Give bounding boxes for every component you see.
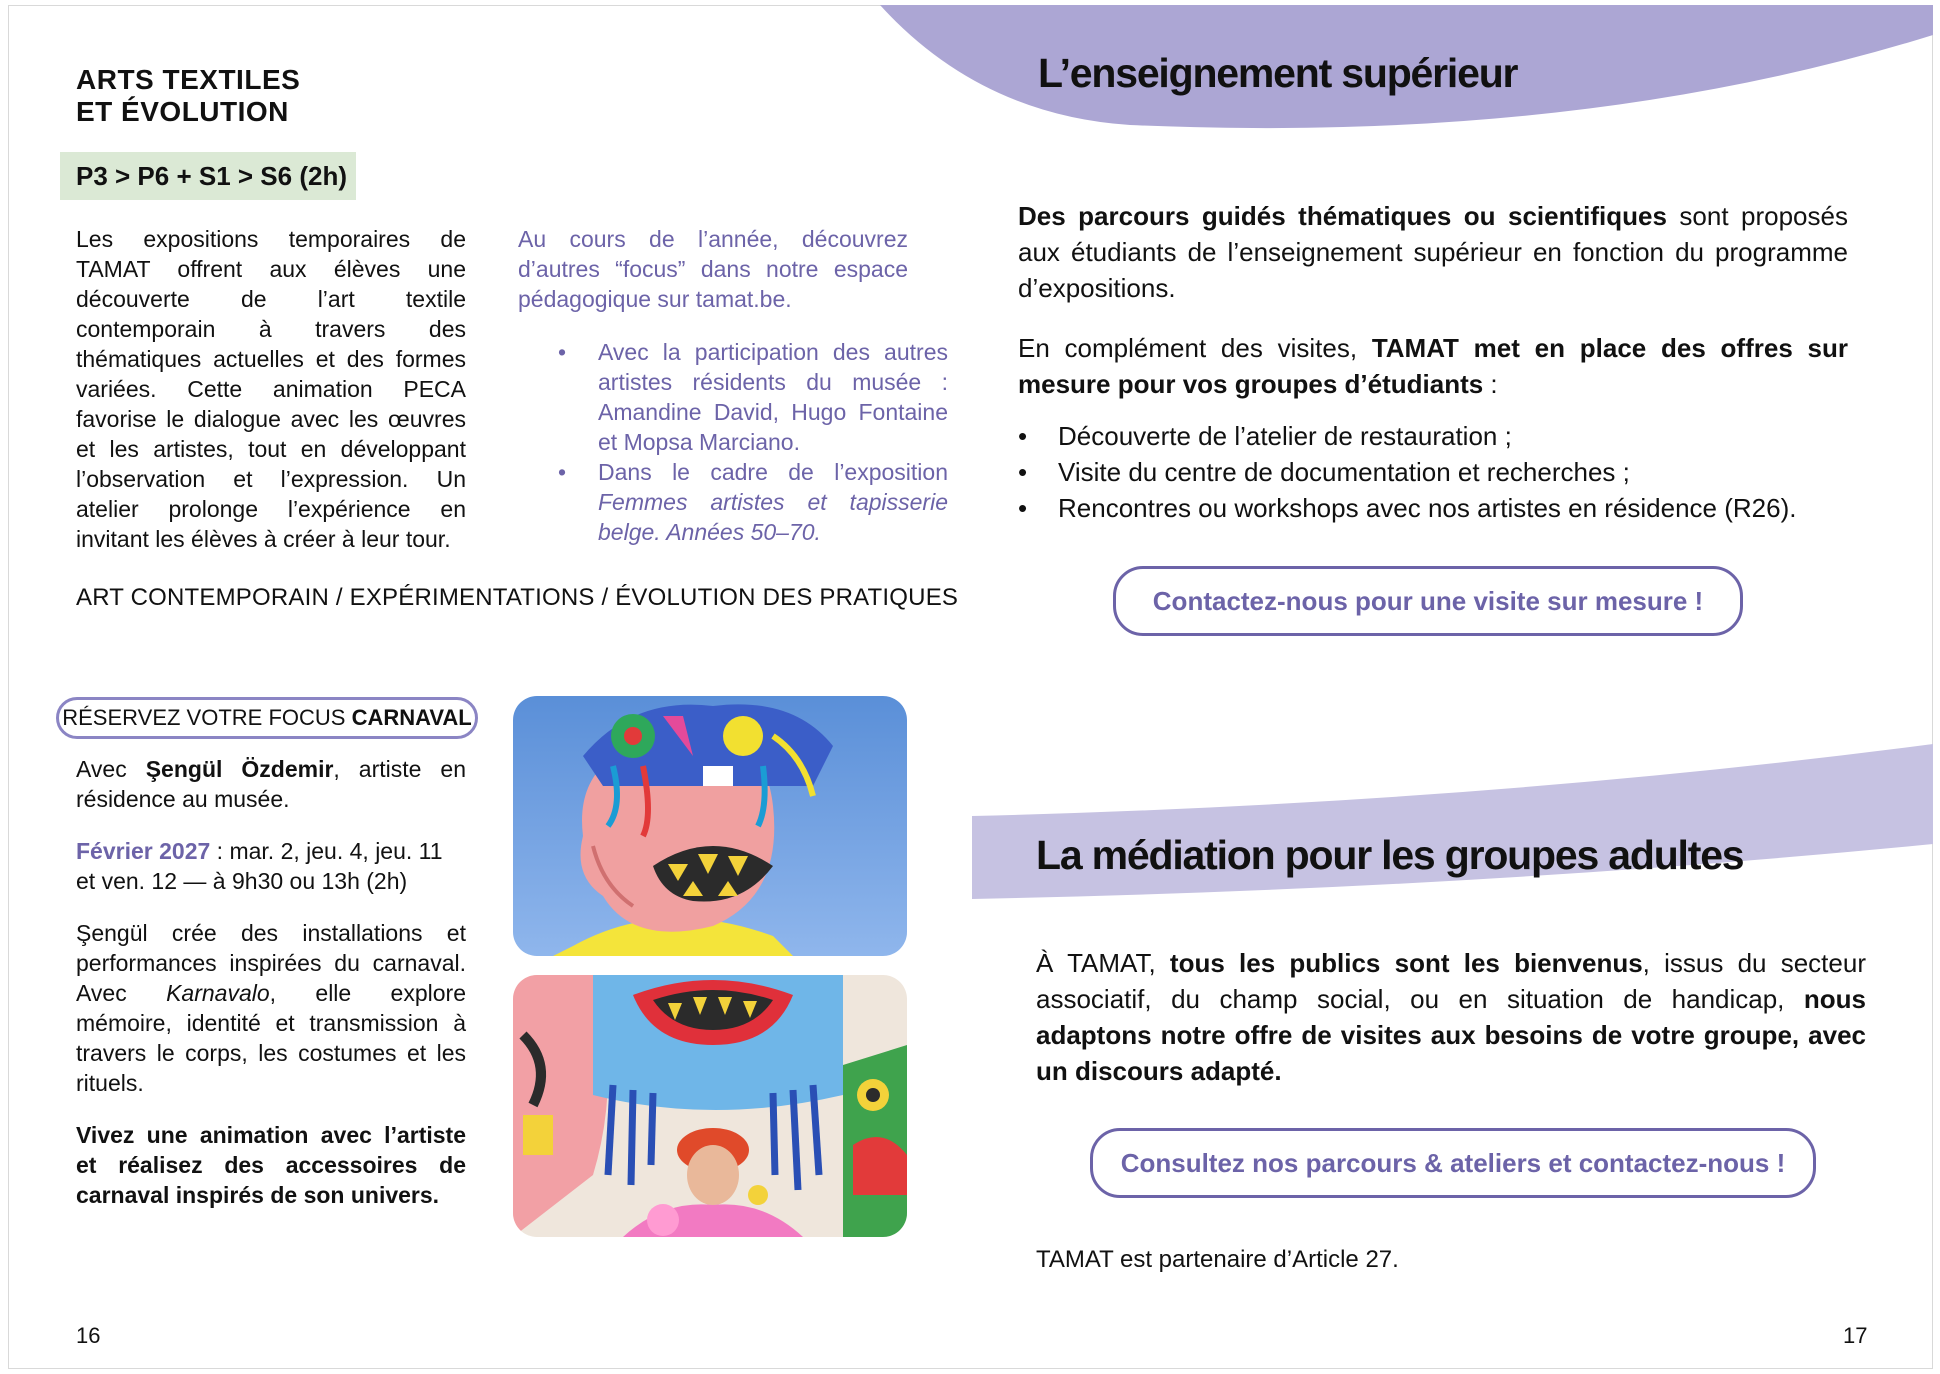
focus-carnaval-pill: RÉSERVEZ VOTRE FOCUS CARNAVAL <box>56 697 478 739</box>
heading-higher-education: L’enseignement supérieur <box>1038 50 1518 96</box>
tags-line: ART CONTEMPORAIN / EXPÉRIMENTATIONS / ÉVOLUTION DES PRATIQUES <box>76 584 959 611</box>
focus-bullet: • Avec la participation des autres artistes résidents du musée : Amandine David, Hugo Fontaine et Mopsa Marciano. <box>558 337 948 457</box>
heading-adult-groups: La médiation pour les groupes adultes <box>1036 832 1744 878</box>
partner-note: TAMAT est partenaire d’Article 27. <box>1036 1246 1399 1273</box>
paragraph-adult-mediation: À TAMAT, tous les publics sont les bienvenus, issus du secteur associatif, du champ social, ou en situation de handicap, nous adaptons notre offre de visites aux besoins de votre groupe, avec un discours adapté. <box>1036 948 1866 1086</box>
paragraph-guided-tours: Des parcours guidés thématiques ou scientifiques sont proposés aux étudiants de l’enseignement supérieur en fonction du programme d’expositions. <box>1018 201 1848 303</box>
focus-bullet-list <box>518 337 948 547</box>
carnival-mask-photo <box>513 696 907 956</box>
focus-intro: Au cours de l’année, découvrez d’autres “focus” dans notre espace pédagogique sur tamat.be. <box>518 226 908 312</box>
section-title: ARTS TEXTILES ET ÉVOLUTION <box>76 64 301 127</box>
page-number-left: 16 <box>76 1323 101 1348</box>
cta-paragraph: Vivez une animation avec l’artiste et réalisez des accessoires de carnaval inspirés de son univers. <box>76 1122 466 1208</box>
consult-courses-button[interactable]: Consultez nos parcours & ateliers et contactez-nous ! <box>1090 1128 1816 1198</box>
page-number-right: 17 <box>1843 1323 1868 1348</box>
workshop-dates: Février 2027 : mar. 2, jeu. 4, jeu. 11 et ven. 12 — à 9h30 ou 13h (2h) <box>76 838 443 894</box>
artist-intro: Avec Şengül Özdemir, artiste en résidence au musée. <box>76 756 466 812</box>
offer-bullet: • Rencontres ou workshops avec nos artistes en résidence (R26). <box>1018 490 1868 526</box>
level-badge: P3 > P6 + S1 > S6 (2h) <box>60 152 356 200</box>
offer-bullet: • Visite du centre de documentation et recherches ; <box>1018 454 1868 490</box>
paragraph-custom-offers: En complément des visites, TAMAT met en place des offres sur mesure pour vos groupes d’étudiants : <box>1018 333 1848 399</box>
offer-bullet: • Découverte de l’atelier de restauration ; <box>1018 418 1868 454</box>
intro-paragraph: Les expositions temporaires de TAMAT offrent aux élèves une découverte de l’art textile contemporain à travers des thématiques actuelles et des formes variées. Cette animation PECA favorise le dialogue avec les œuvres et les artistes, tout en développant l’observation et l’expression. Un atelier prolonge l’expérience en invitant les élèves à créer à leur tour. <box>76 226 466 552</box>
focus-bullet-exhibition: • Dans le cadre de l’exposition Femmes artistes et tapisserie belge. Années 50–70. <box>558 457 948 547</box>
contact-custom-visit-button[interactable]: Contactez-nous pour une visite sur mesure ! <box>1113 566 1743 636</box>
artist-costume-photo <box>513 975 907 1237</box>
offer-bullet-list <box>1018 418 1868 526</box>
artist-description: Şengül crée des installations et performances inspirées du carnaval. Avec Karnavalo, elle explore mémoire, identité et transmission à travers le corps, les costumes et les rituels. <box>76 920 466 1096</box>
